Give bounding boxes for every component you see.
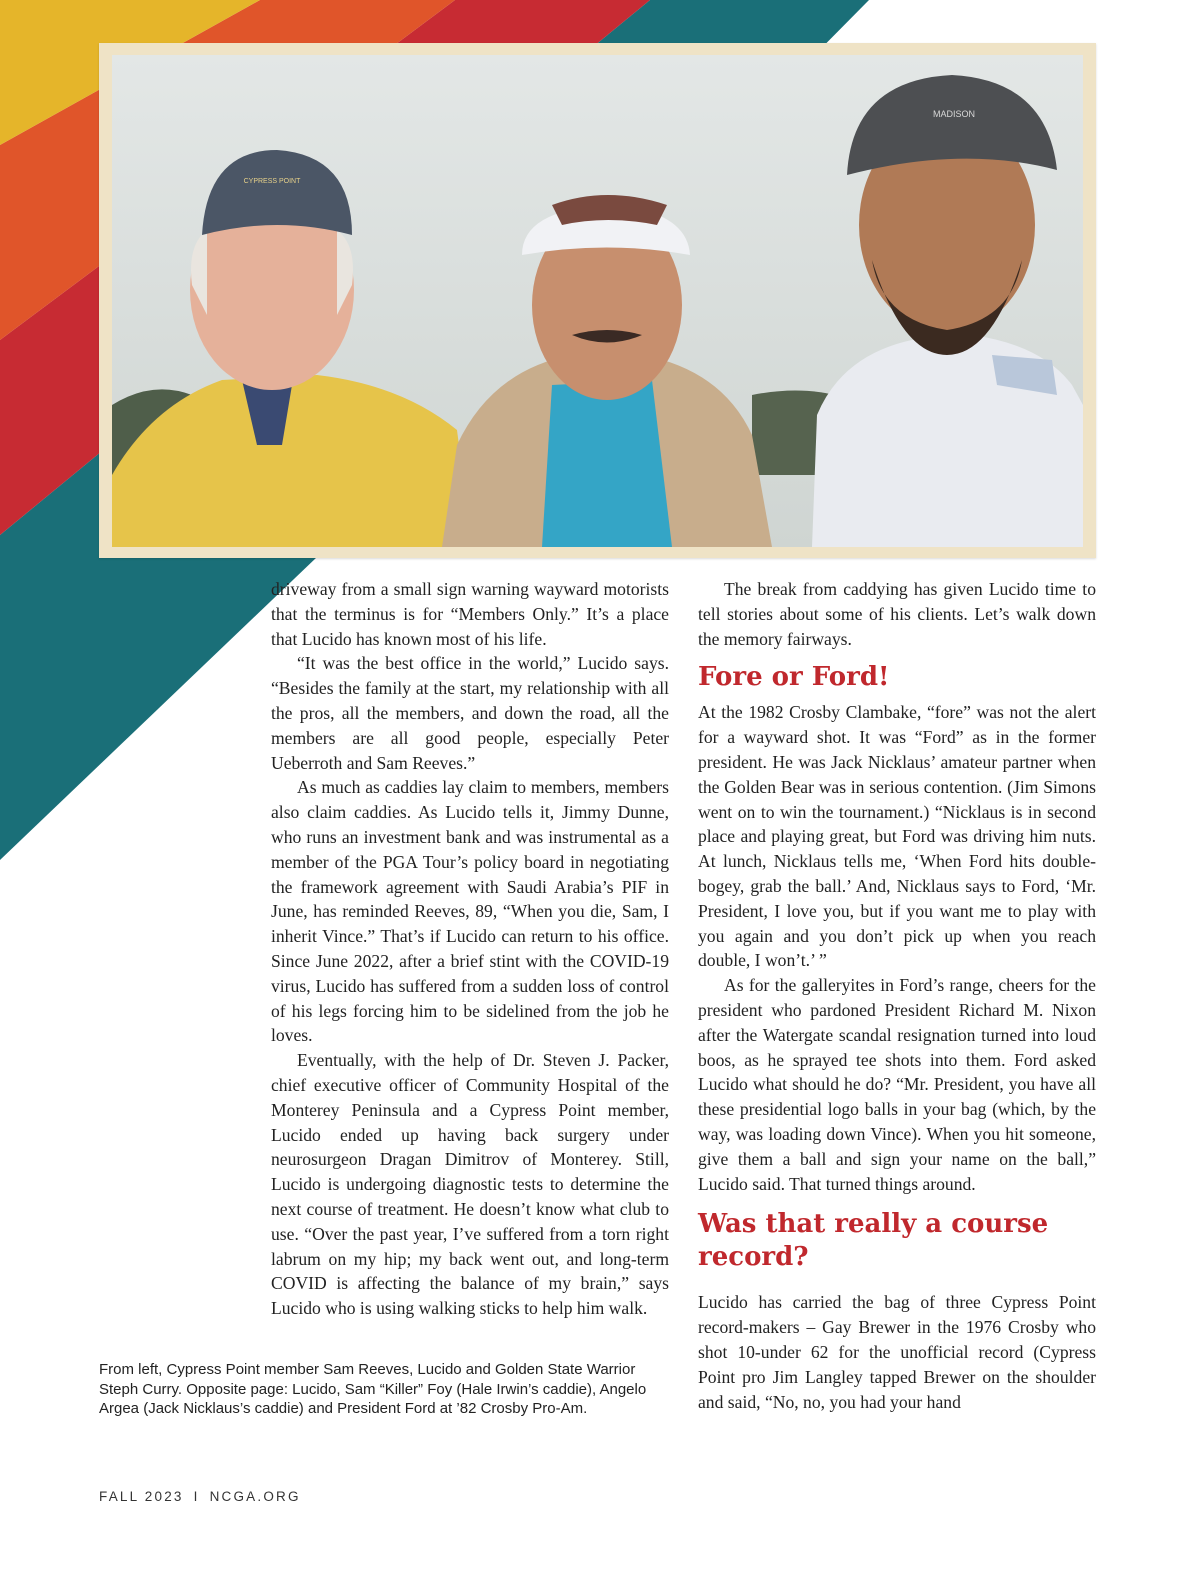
article-left-column: [271, 577, 669, 1321]
paragraph: The break from caddying has given Lucido time to tell stories about some of his clients. Let’s walk down the memory fairways.: [698, 579, 1096, 649]
photo-caption: From left, Cypress Point member Sam Reeves, Lucido and Golden State Warrior Steph Curry. Opposite page: Lucido, Sam “Killer” Foy (Hale Irwin’s caddie), Angelo Argea (Jack Nicklaus’s caddie) and President Ford at ’82 Crosby Pro-Am.: [99, 1361, 647, 1417]
paragraph: At the 1982 Crosby Clambake, “fore” was not the alert for a wayward shot. It was “Ford” as in the former president. He was Jack Nicklaus’ amateur partner when the Golden Bear was in serious contention. (Jim Simons went on to win the tournament.) “Nicklaus is in second place and playing great, but Ford was driving him nuts. At lunch, Nicklaus tells me, ‘When Ford hits double-bogey, grab the ball.’ And, Nicklaus says to Ford, ‘Mr. President, I love you, but if you want me to play with you again and you don’t pick up when you reach double, I won’t.’ ”: [698, 702, 1096, 971]
paragraph: As much as caddies lay claim to members, members also claim caddies. As Lucido tells it, Jimmy Dunne, who runs an investment bank and was instrumental as a member of the PGA Tour’s policy board in negotiating the framework agreement with Saudi Arabia’s PIF in June, has reminded Reeves, 89, “When you die, Sam, I inherit Vince.” That’s if Lucido can return to his office. Since June 2022, after a brief stint with the COVID-19 virus, Lucido has suffered from a sudden loss of control of his legs forcing him to be sidelined from the job he loves.: [271, 777, 669, 1046]
paragraph: driveway from a small sign warning wayward motorists that the terminus is for “Members Only.” It’s a place that Lucido has known most of his life.: [271, 579, 669, 649]
paragraph: Eventually, with the help of Dr. Steven J. Packer, chief executive officer of Community Hospital of the Monterey Peninsula and a Cypress Point member, Lucido ended up having back surgery under neurosurgeon Dragan Dimitrov of Monterey. Still, Lucido is undergoing diagnostic tests to determine the next course of treatment. He doesn’t know what club to use. “Over the past year, I’ve suffered from a torn right labrum on my hip; my back went out, and long-term COVID is affecting the balance of my brain,” says Lucido who is using walking sticks to help him walk.: [271, 1050, 669, 1319]
footer-issue: FALL 2023: [99, 1489, 184, 1504]
cap-left-logo: CYPRESS POINT: [243, 178, 301, 185]
paragraph: Lucido has carried the bag of three Cypress Point record-makers – Gay Brewer in the 1976 Crosby who shot 10-under 62 for the unofficial record (Cypress Point pro Jim Langley tapped Brewer on the shoulder and said, “No, no, you had your hand: [698, 1292, 1096, 1412]
page-footer: [99, 1489, 301, 1504]
paragraph: As for the galleryites in Ford’s range, cheers for the president who pardoned President Richard M. Nixon after the Watergate scandal resignation turned into loud boos, as he sprayed tee shots into them. Ford asked Lucido what should he do? “Mr. President, you have all these presidential logo balls in your bag (which, by the way, was loading down Vince). When you hit someone, give them a ball and sign your name on the ball,” Lucido said. That turned things around.: [698, 975, 1096, 1194]
article-right-column: [698, 577, 1096, 1414]
footer-site-link[interactable]: NCGA.ORG: [209, 1489, 301, 1504]
paragraph: “It was the best office in the world,” Lucido says. “Besides the family at the start, my relationship with all the pros, all the members, and down the road, all the members are all good people, especially Peter Ueberroth and Sam Reeves.”: [271, 653, 669, 773]
golfers-photo: [112, 55, 1083, 547]
photo-frame: [99, 43, 1096, 558]
section-heading-course-record: Was that really a course record?: [698, 1209, 1049, 1273]
footer-separator: I: [193, 1489, 200, 1504]
cap-right-logo: MADISON: [932, 109, 976, 119]
section-heading-fore-or-ford: Fore or Ford!: [698, 662, 890, 693]
